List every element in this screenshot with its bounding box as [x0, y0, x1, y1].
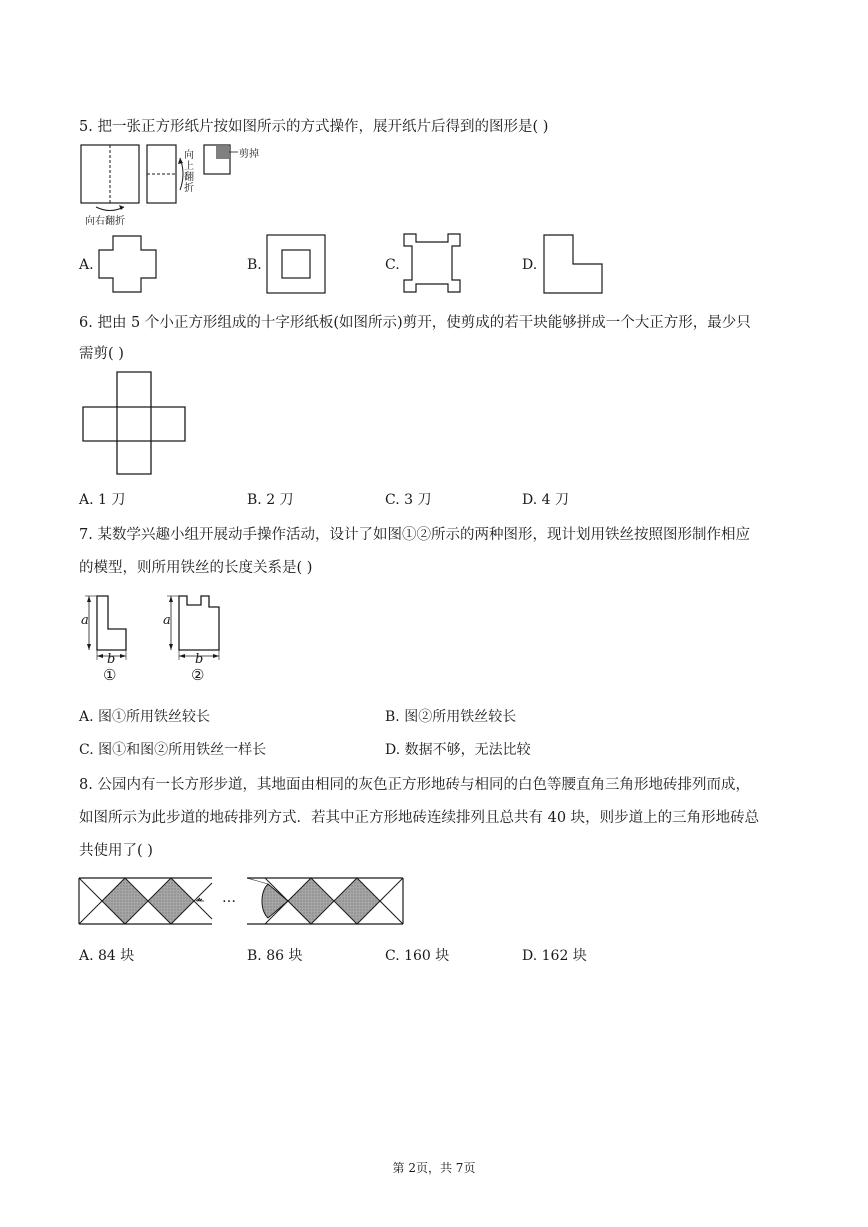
page-footer: 第 2页，共 7页: [392, 1161, 476, 1175]
q5-stem: 5. 把一张正方形纸片按如图所示的方式操作，展开纸片后得到的图形是( ): [79, 119, 549, 135]
q8-option-a[interactable]: A. 84 块: [79, 948, 135, 964]
fold-right-label: 向右翻折: [85, 216, 125, 227]
q6-option-a[interactable]: A. 1 刀: [79, 492, 126, 508]
q8-stem-line1: 8. 公园内有一长方形步道，其地面由相同的灰色正方形地砖与相同的白色等腰直角三角形地砖排列而成，: [79, 777, 750, 793]
q7-option-b[interactable]: B. 图②所用铁丝较长: [385, 709, 517, 725]
q8-option-c[interactable]: C. 160 块: [385, 948, 450, 964]
q5-option-d[interactable]: D.: [522, 257, 538, 273]
fig1-label-a: a: [81, 613, 89, 628]
tile-ellipsis: …: [222, 890, 236, 906]
q5-option-a[interactable]: A.: [79, 257, 94, 273]
fig2-label-a: a: [163, 613, 171, 628]
q6-option-c[interactable]: C. 3 刀: [385, 492, 432, 508]
q8-option-d[interactable]: D. 162 块: [522, 948, 587, 964]
q7-stem-line2: 的模型，则所用铁丝的长度关系是( ): [79, 560, 313, 576]
fig1-label-b: b: [107, 652, 116, 667]
q6-option-b[interactable]: B. 2 刀: [247, 492, 294, 508]
q6-stem-line2: 需剪( ): [79, 346, 124, 362]
fig2-number: ②: [191, 666, 205, 684]
q7-option-c[interactable]: C. 图①和图②所用铁丝一样长: [79, 742, 267, 758]
q7-option-a[interactable]: A. 图①所用铁丝较长: [79, 709, 211, 725]
q7-option-d[interactable]: D. 数据不够，无法比较: [385, 742, 531, 758]
q6-option-d[interactable]: D. 4 刀: [522, 492, 569, 508]
fold-up-label: 向上翻折: [184, 150, 194, 194]
q6-stem-line1: 6. 把由 5 个小正方形组成的十字形纸板(如图所示)剪开，使剪成的若干块能够拼成一个大正方形，最少只: [79, 315, 751, 331]
q8-stem-line2: 如图所示为此步道的地砖排列方式．若其中正方形地砖连续排列且总共有 40 块，则步道上的三角形地砖总: [79, 810, 760, 826]
fig1-number: ①: [103, 666, 117, 684]
fig2-label-b: b: [195, 652, 204, 667]
q5-option-b[interactable]: B.: [247, 257, 262, 273]
cut-label: 剪掉: [239, 149, 259, 160]
q7-stem-line1: 7. 某数学兴趣小组开展动手操作活动，设计了如图①②所示的两种图形，现计划用铁丝按照图形制作相应: [79, 527, 750, 543]
q8-option-b[interactable]: B. 86 块: [247, 948, 303, 964]
q8-stem-line3: 共使用了( ): [79, 843, 153, 859]
q5-option-c[interactable]: C.: [385, 257, 400, 273]
